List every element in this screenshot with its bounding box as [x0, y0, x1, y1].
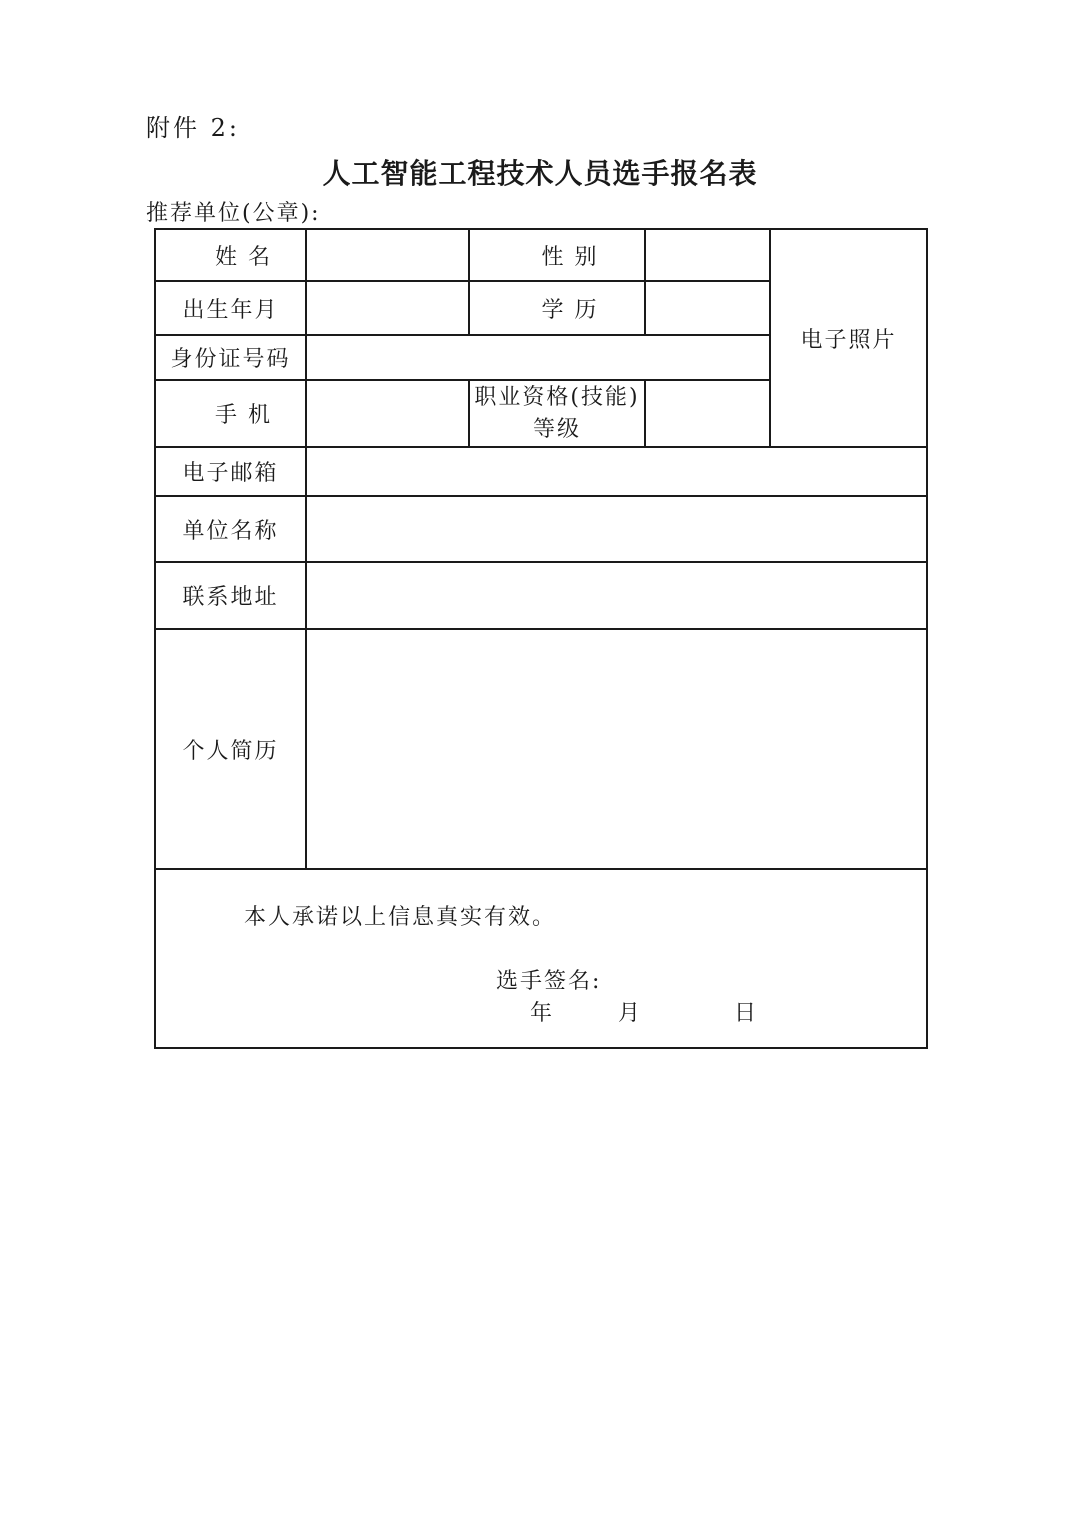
address-label: 联系地址	[155, 562, 306, 629]
form-row-company	[155, 496, 927, 562]
name-label: 姓 名	[155, 229, 306, 281]
company-label: 单位名称	[155, 496, 306, 562]
pledge-cell	[155, 869, 927, 1048]
gender-input-cell[interactable]	[645, 229, 770, 281]
education-label: 学 历	[469, 281, 645, 335]
resume-label: 个人简历	[155, 629, 306, 869]
phone-label: 手 机	[155, 380, 306, 447]
company-input-cell[interactable]	[306, 496, 927, 562]
date-year-label: 年	[530, 1001, 555, 1026]
photo-cell[interactable]: 电子照片	[770, 229, 927, 447]
gender-label: 性 别	[469, 229, 645, 281]
resume-input-cell[interactable]	[306, 629, 927, 869]
recommending-unit-label: 推荐单位(公章):	[146, 201, 321, 226]
form-row-address	[155, 562, 927, 629]
education-input-cell[interactable]	[645, 281, 770, 335]
date-month-label: 月	[618, 1001, 643, 1026]
registration-form	[154, 228, 928, 1049]
attachment-label: 附件 2:	[146, 114, 240, 142]
name-input-cell[interactable]	[306, 229, 469, 281]
id-number-label: 身份证号码	[155, 335, 306, 380]
email-input-cell[interactable]	[306, 447, 927, 496]
email-label: 电子邮箱	[155, 447, 306, 496]
date-day-label: 日	[734, 1001, 759, 1026]
form-row-name	[155, 229, 927, 281]
form-row-resume	[155, 629, 927, 869]
birth-label: 出生年月	[155, 281, 306, 335]
signature-label[interactable]: 选手签名:	[496, 969, 602, 994]
form-row-email	[155, 447, 927, 496]
id-number-input-cell[interactable]	[306, 335, 770, 380]
qualification-input-cell[interactable]	[645, 380, 770, 447]
form-row-pledge	[155, 869, 927, 1048]
phone-input-cell[interactable]	[306, 380, 469, 447]
birth-input-cell[interactable]	[306, 281, 469, 335]
pledge-statement: 本人承诺以上信息真实有效。	[244, 905, 557, 930]
qualification-label: 职业资格(技能)等级	[469, 380, 645, 447]
page-title: 人工智能工程技术人员选手报名表	[322, 157, 758, 190]
address-input-cell[interactable]	[306, 562, 927, 629]
